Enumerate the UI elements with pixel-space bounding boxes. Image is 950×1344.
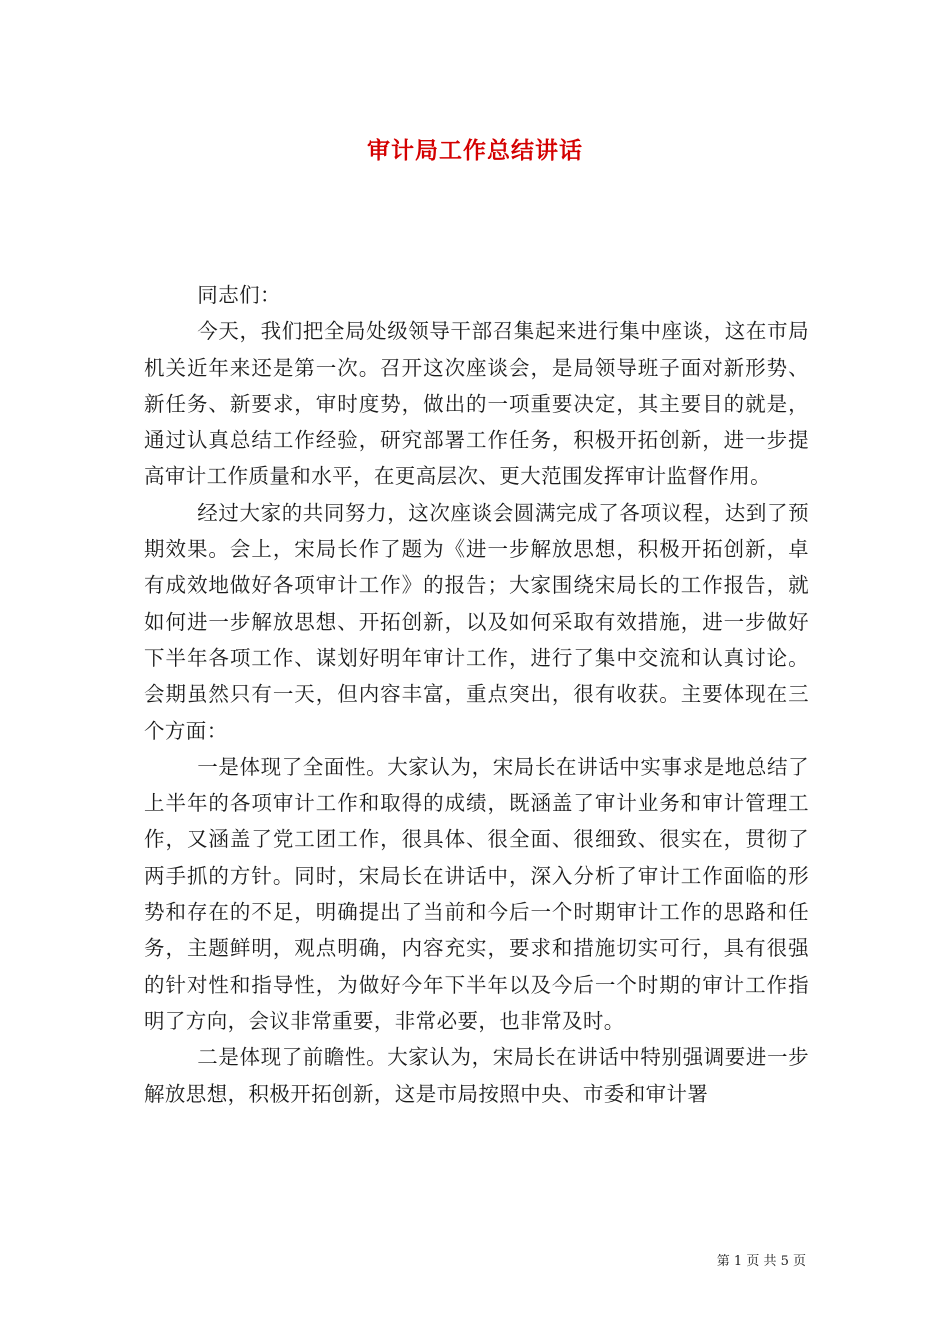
page-number: 第 1 页 共 5 页: [716, 1254, 806, 1269]
document-body: [144, 277, 809, 1112]
paragraph-4: 二是体现了前瞻性。大家认为，宋局长在讲话中特别强调要进一步解放思想，积极开拓创新，这是市局按照中央、市委和审计署: [144, 1045, 809, 1106]
document-title: 审计局工作总结讲话: [367, 138, 583, 164]
salutation: 同志们：: [197, 283, 281, 307]
paragraph-1: 今天，我们把全局处级领导干部召集起来进行集中座谈，这在市局机关近年来还是第一次。召开这次座谈会，是局领导班子面对新形势、新任务、新要求，审时度势，做出的一项重要决定，其主要目的就是，通过认真总结工作经验，研究部署工作任务，积极开拓创新，进一步提高审计工作质量和水平，在更高层次、更大范围发挥审计监督作用。: [144, 319, 809, 489]
paragraph-2: 经过大家的共同努力，这次座谈会圆满完成了各项议程，达到了预期效果。会上，宋局长作了题为《进一步解放思想，积极开拓创新，卓有成效地做好各项审计工作》的报告；大家围绕宋局长的工作报告，就如何进一步解放思想、开拓创新，以及如何采取有效措施，进一步做好下半年各项工作、谋划好明年审计工作，进行了集中交流和认真讨论。会期虽然只有一天，但内容丰富，重点突出，很有收获。主要体现在三个方面：: [144, 500, 809, 743]
paragraph-3: 一是体现了全面性。大家认为，宋局长在讲话中实事求是地总结了上半年的各项审计工作和取得的成绩，既涵盖了审计业务和审计管理工作，又涵盖了党工团工作，很具体、很全面、很细致、很实在，贯彻了两手抓的方针。同时，宋局长在讲话中，深入分析了审计工作面临的形势和存在的不足，明确提出了当前和今后一个时期审计工作的思路和任务，主题鲜明，观点明确，内容充实，要求和措施切实可行，具有很强的针对性和指导性，为做好今年下半年以及今后一个时期的审计工作指明了方向，会议非常重要，非常必要，也非常及时。: [144, 754, 809, 1033]
